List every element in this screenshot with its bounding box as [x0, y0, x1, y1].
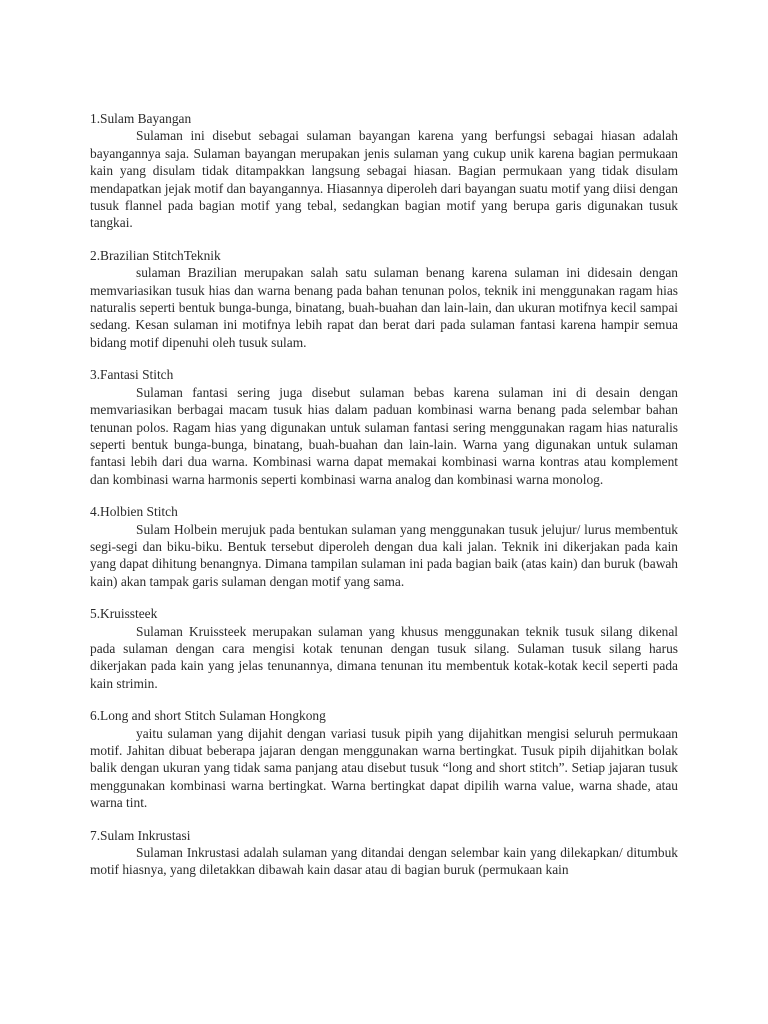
section-sulam-inkrustasi	[90, 827, 678, 879]
section-sulam-bayangan	[90, 110, 678, 232]
section-paragraph: yaitu sulaman yang dijahit dengan variasi tusuk pipih yang dijahitkan mengisi seluruh permukaan motif. Jahitan dibuat beberapa jajaran dengan menggunakan warna bertingkat. Tusuk pipih dijahitkan bolak balik dengan ukuran yang tidak sama panjang atau disebut tusuk “long and short stitch”. Setiap jajaran tusuk menggunakan kombinasi warna bertingkat. Warna bertingkat dapat dipilih warna value, warna shade, atau warna tint.	[90, 725, 678, 811]
section-kruissteek	[90, 605, 678, 692]
section-paragraph: sulaman Brazilian merupakan salah satu sulaman benang karena sulaman ini didesain dengan memvariasikan tusuk hias dan warna benang pada bahan tenunan polos, teknik ini menggunakan ragam hias naturalis seperti bentuk bunga-bunga, binatang, buah-buahan dan lain-lain, dan ukuran motifnya kecil sampai sedang. Kesan sulaman ini motifnya lebih rapat dan berat dari pada sulaman fantasi karena hampir semua bidang motif dipenuhi oleh tusuk sulam.	[90, 265, 678, 350]
section-heading: 3.Fantasi Stitch	[90, 367, 174, 383]
section-fantasi-stitch	[90, 366, 678, 488]
section-paragraph: Sulaman ini disebut sebagai sulaman bayangan karena yang berfungsi sebagai hiasan adalah bayangannya saja. Sulaman bayangan merupakan jenis sulaman yang cukup unik karena bagian permukaan kain yang disulam tidak ditampakkan langsung sebagai hiasan. Bagian permukaan yang tidak disulam mendapatkan jejak motif dan bayangannya. Hiasannya diperoleh dari bayangan suatu motif yang diisi dengan tusuk flannel pada bagian motif yang tebal, sedangkan bagian motif yang berupa garis digunakan tusuk tangkai.	[90, 128, 678, 231]
section-brazilian-stitch	[90, 247, 678, 351]
section-holbien-stitch	[90, 503, 678, 590]
section-paragraph: Sulaman fantasi sering juga disebut sulaman bebas karena sulaman ini di desain dengan memvariasikan berbagai macam tusuk hias dalam paduan kombinasi warna benang pada selembar bahan tenunan polos. Ragam hias yang digunakan untuk sulaman fantasi sering menggunakan ragam hias naturalis seperti bentuk bunga-bunga, binatang, buah-buahan dan lain-lain. Warna yang digunakan untuk sulaman fantasi lebih dari dua warna. Kombinasi warna dapat memakai kombinasi warna kontras atau komplement dan kombinasi warna harmonis seperti kombinasi warna analog dan kombinasi warna monolog.	[90, 384, 678, 487]
section-heading: 2.Brazilian StitchTeknik	[90, 247, 221, 263]
section-heading: 4.Holbien Stitch	[90, 504, 178, 520]
section-heading: 6.Long and short Stitch Sulaman Hongkong	[90, 708, 326, 724]
section-paragraph: Sulam Holbein merujuk pada bentukan sulaman yang menggunakan tusuk jelujur/ lurus membentuk segi-segi dan biku-biku. Bentuk tersebut diperoleh dengan dua kali jalan. Teknik ini dikerjakan pada kain yang dapat dihitung benangnya. Dimana tampilan sulaman ini pada bagian baik (atas kain) dan buruk (bawah kain) akan tampak garis sulaman dengan motif yang sama.	[90, 521, 678, 589]
section-long-and-short-stitch	[90, 707, 678, 811]
section-heading: 5.Kruissteek	[90, 606, 158, 622]
document-body	[90, 110, 678, 894]
section-paragraph: Sulaman Inkrustasi adalah sulaman yang ditandai dengan selembar kain yang dilekapkan/ ditumbuk motif hiasnya, yang diletakkan dibawah kain dasar atau di bagian buruk (permukaan kain	[90, 845, 678, 878]
section-heading: 1.Sulam Bayangan	[90, 111, 192, 126]
section-paragraph: Sulaman Kruissteek merupakan sulaman yang khusus menggunakan teknik tusuk silang dikenal pada sulaman dengan cara mengisi kotak tenunan dengan tusuk silang. Sulaman tusuk silang harus dikerjakan pada kain yang jelas tenunannya, dimana tenunan itu membentuk kotak-kotak kecil seperti pada kain strimin.	[90, 623, 678, 691]
section-heading: 7.Sulam Inkrustasi	[90, 827, 191, 843]
